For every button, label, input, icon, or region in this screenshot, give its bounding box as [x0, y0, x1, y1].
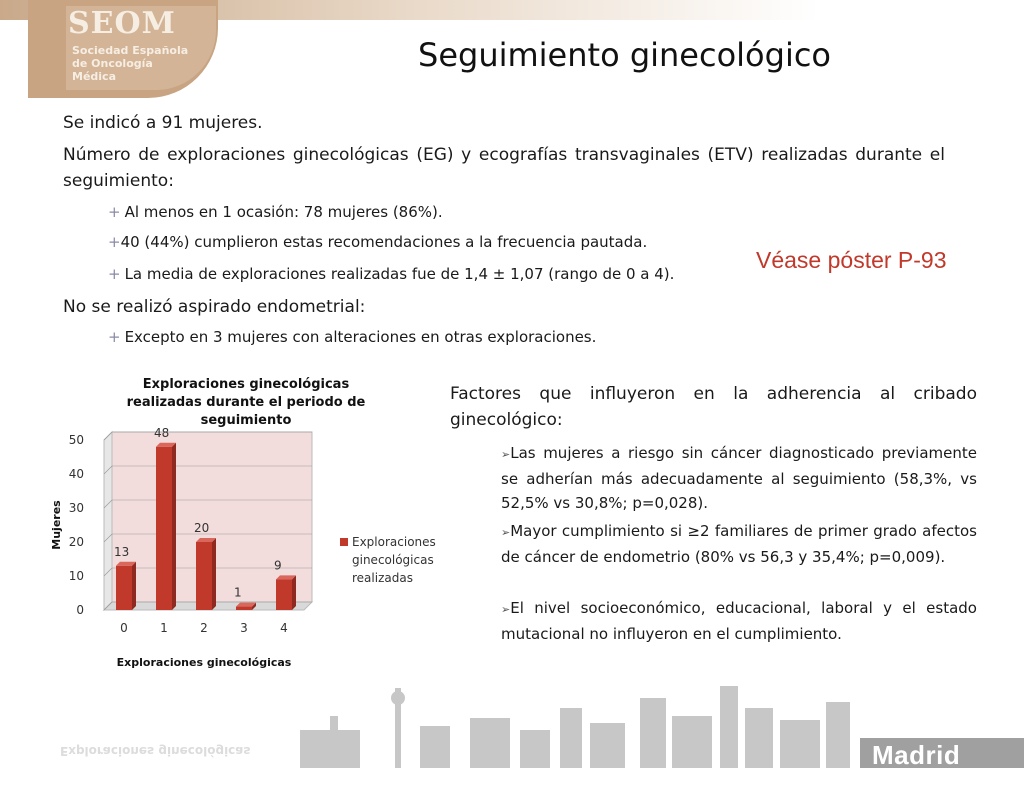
logo-subtitle: Sociedad Española de Oncología Médica	[72, 44, 189, 83]
vease-poster-note: Véase póster P-93	[756, 247, 947, 273]
bar-value-label: 13	[114, 544, 130, 559]
bar-value-label: 48	[154, 425, 170, 440]
y-tick-label: 40	[68, 467, 84, 481]
bullet-4-text: Excepto en 3 mujeres con alteraciones en otras exploraciones.	[124, 328, 597, 346]
bullet-1-text: Al menos en 1 ocasión: 78 mujeres (86%).	[124, 203, 443, 221]
page-title: Seguimiento ginecológico	[418, 36, 831, 74]
bullet-3	[108, 263, 674, 285]
legend-label-line-1: Exploraciones	[352, 535, 436, 549]
bar-side	[172, 443, 176, 610]
bar	[276, 579, 292, 610]
intro-line: Se indicó a 91 mujeres.	[63, 113, 263, 133]
aspirado-line: No se realizó aspirado endometrial:	[63, 297, 366, 317]
plus-icon: +	[108, 203, 121, 221]
x-tick-label: 1	[160, 621, 168, 635]
bar	[196, 542, 212, 610]
arrow-icon: ➢	[501, 448, 511, 461]
bullet-4	[108, 326, 596, 348]
factor-item-2-text: Mayor cumplimiento si ≥2 familiares de primer grado afectos de cáncer de endometrio (80% vs 56,3 y 35,4%; p=0,009).	[501, 522, 977, 566]
madrid-city: Madrid	[872, 740, 961, 770]
bar	[116, 566, 132, 610]
bullet-2	[108, 231, 647, 253]
legend-label-line-2: ginecológicas	[352, 553, 434, 567]
chart-title: Exploraciones ginecológicas realizadas durante el periodo de seguimiento	[126, 377, 366, 428]
factor-item-1	[501, 441, 977, 515]
bullet-2-text: 40 (44%) cumplieron estas recomendaciones a la frecuencia pautada.	[120, 233, 648, 251]
bullet-1	[108, 201, 443, 223]
chart-svg	[46, 370, 436, 680]
y-tick-label: 0	[76, 603, 84, 617]
x-tick-label: 2	[200, 621, 208, 635]
y-tick-label: 30	[68, 501, 84, 515]
madrid-skyline	[0, 668, 1024, 768]
legend-swatch	[340, 538, 348, 546]
bar-chart	[46, 370, 436, 680]
x-axis-label: Exploraciones ginecológicas	[116, 656, 292, 669]
exploraciones-paragraph: Número de exploraciones ginecológicas (EG) y ecografías transvaginales (ETV) realizadas durante el seguimiento:	[63, 145, 945, 191]
y-tick-label: 20	[68, 535, 84, 549]
y-axis-label: Mujeres	[50, 500, 63, 550]
factor-item-1-text: Las mujeres a riesgo sin cáncer diagnosticado previamente se adherían más adecuadamente al seguimiento (58,3%, vs 52,5% vs 30,8%; p=0,028).	[501, 444, 977, 512]
madrid-year: 2010	[872, 771, 932, 801]
factor-item-2	[501, 519, 977, 569]
bar-value-label: 20	[194, 521, 210, 535]
arrow-icon: ➢	[501, 603, 511, 616]
plot-side-wall	[104, 432, 112, 610]
y-tick-label: 50	[68, 433, 84, 447]
arrow-icon: ➢	[501, 526, 511, 539]
plus-icon: +	[108, 265, 121, 283]
bar	[236, 607, 252, 610]
plus-icon: +	[108, 233, 121, 251]
bar-side	[292, 575, 296, 610]
bar-side	[132, 562, 136, 610]
bullet-3-text: La media de exploraciones realizadas fue de 1,4 ± 1,07 (rango de 0 a 4).	[124, 265, 675, 283]
factor-item-3	[501, 596, 977, 646]
reflection-text: Exploraciones ginecológicas	[60, 744, 251, 758]
x-tick-label: 3	[240, 621, 248, 635]
plus-icon: +	[108, 328, 121, 346]
madrid-2010-brand	[872, 740, 1024, 802]
legend-label-line-3: realizadas	[352, 571, 413, 585]
bar-value-label: 9	[274, 558, 282, 573]
x-tick-label: 0	[120, 621, 128, 635]
factor-item-3-text: El nivel socioeconómico, educacional, laboral y el estado mutacional no influyeron en el cumplimiento.	[501, 599, 977, 643]
x-tick-label: 4	[280, 621, 288, 635]
bar-side	[212, 538, 216, 610]
factores-heading: Factores que influyeron en la adherencia al cribado ginecológico:	[450, 384, 977, 430]
bar-value-label: 1	[234, 585, 242, 600]
y-tick-label: 10	[68, 569, 84, 583]
bar	[156, 447, 172, 610]
logo-title: SEOM	[68, 6, 176, 41]
